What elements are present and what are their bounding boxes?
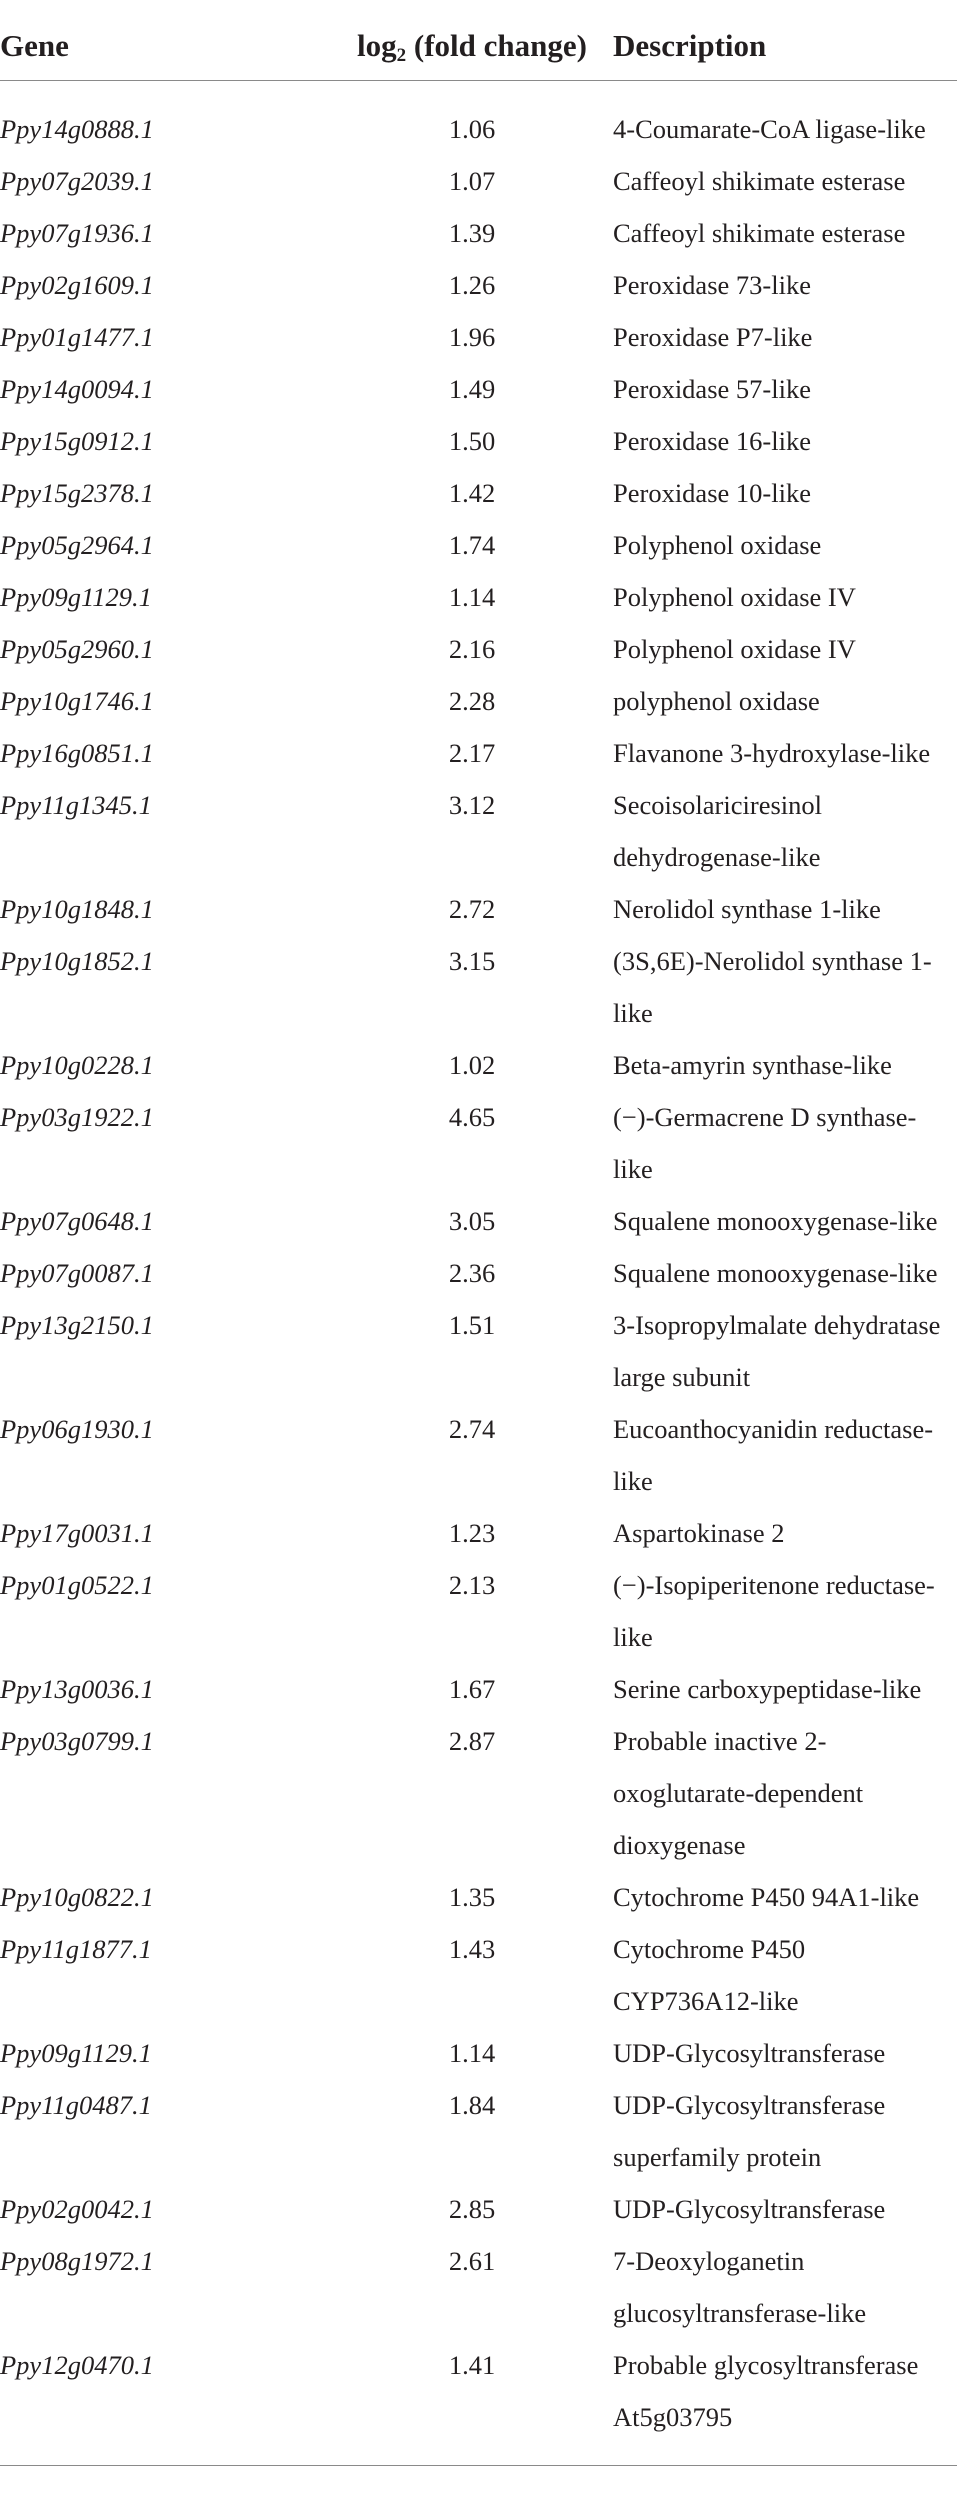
description-cell: UDP-Glycosyltransferase — [613, 2038, 886, 2068]
gene-cell: Ppy09g1129.1 — [0, 2038, 152, 2068]
gene-cell: Ppy15g2378.1 — [0, 478, 154, 508]
header-row — [0, 0, 957, 81]
fold-change-cell: 1.06 — [448, 114, 496, 144]
header-gene: Gene — [0, 0, 344, 81]
table-row — [0, 1715, 957, 1871]
description-cell: polyphenol oxidase — [613, 686, 820, 716]
fold-change-cell: 1.23 — [448, 1518, 496, 1548]
table-row — [0, 363, 957, 415]
description-cell: Peroxidase P7-like — [613, 322, 813, 352]
gene-cell: Ppy09g1129.1 — [0, 582, 152, 612]
fold-change-cell: 2.61 — [448, 2246, 496, 2276]
description-cell: 7-Deoxyloganetin glucosyltransferase-like — [613, 2246, 867, 2328]
table-row — [0, 779, 957, 883]
fold-change-cell: 1.14 — [448, 582, 496, 612]
description-cell: Serine carboxypeptidase-like — [613, 1674, 922, 1704]
fold-change-cell: 1.96 — [448, 322, 496, 352]
gene-cell: Ppy11g0487.1 — [0, 2090, 152, 2120]
gene-cell: Ppy12g0470.1 — [0, 2350, 154, 2380]
fold-change-cell: 1.51 — [448, 1310, 496, 1340]
table-bottom-rule — [0, 2465, 957, 2466]
table-row — [0, 883, 957, 935]
table-row — [0, 935, 957, 1039]
table-row — [0, 2339, 957, 2465]
table-row — [0, 1923, 957, 2027]
table-row — [0, 571, 957, 623]
gene-cell: Ppy05g2960.1 — [0, 634, 154, 664]
fold-change-cell: 2.74 — [448, 1414, 496, 1444]
description-cell: Beta-amyrin synthase-like — [613, 1050, 892, 1080]
gene-cell: Ppy16g0851.1 — [0, 738, 154, 768]
header-log2-fold-change — [344, 0, 600, 81]
table-row — [0, 467, 957, 519]
description-cell: Nerolidol synthase 1-like — [613, 894, 881, 924]
fold-change-cell: 2.16 — [448, 634, 496, 664]
fold-change-cell: 1.49 — [448, 374, 496, 404]
description-cell: 3-Isopropylmalate dehydratase large subunit — [613, 1310, 941, 1392]
description-cell: (3S,6E)-Nerolidol synthase 1-like — [613, 946, 932, 1028]
fold-change-cell: 1.84 — [448, 2090, 496, 2120]
gene-cell: Ppy05g2964.1 — [0, 530, 154, 560]
description-cell: Secoisolariciresinol dehydrogenase-like — [613, 790, 822, 872]
table-row — [0, 1299, 957, 1403]
gene-cell: Ppy03g1922.1 — [0, 1102, 154, 1132]
gene-cell: Ppy08g1972.1 — [0, 2246, 154, 2276]
fold-change-cell: 1.41 — [448, 2350, 496, 2380]
fold-change-cell: 2.28 — [448, 686, 496, 716]
fold-change-cell: 1.07 — [448, 166, 496, 196]
gene-cell: Ppy10g0228.1 — [0, 1050, 154, 1080]
gene-cell: Ppy07g1936.1 — [0, 218, 154, 248]
fold-change-cell: 1.39 — [448, 218, 496, 248]
description-cell: UDP-Glycosyltransferase — [613, 2194, 886, 2224]
description-cell: (−)-Isopiperitenone reductase-like — [613, 1570, 935, 1652]
description-cell: Polyphenol oxidase IV — [613, 634, 856, 664]
fold-change-cell: 1.26 — [448, 270, 496, 300]
table-row — [0, 155, 957, 207]
fold-change-cell: 4.65 — [448, 1102, 496, 1132]
description-cell: Peroxidase 73-like — [613, 270, 811, 300]
table-header — [0, 0, 957, 81]
table-row — [0, 415, 957, 467]
fold-change-cell: 1.43 — [448, 1934, 496, 1964]
table-row — [0, 727, 957, 779]
description-cell: Squalene monooxygenase-like — [613, 1258, 938, 1288]
gene-cell: Ppy11g1877.1 — [0, 1934, 152, 1964]
table-row — [0, 2079, 957, 2183]
header-log-subscript: 2 — [396, 45, 407, 66]
description-cell: Caffeoyl shikimate esterase — [613, 218, 906, 248]
table-row — [0, 1507, 957, 1559]
table-row — [0, 623, 957, 675]
description-cell: (−)-Germacrene D synthase-like — [613, 1102, 917, 1184]
fold-change-cell: 1.42 — [448, 478, 496, 508]
fold-change-cell: 1.74 — [448, 530, 496, 560]
header-description: Description — [600, 0, 957, 81]
description-cell: Probable glycosyltransferase At5g03795 — [613, 2350, 919, 2432]
gene-cell: Ppy02g0042.1 — [0, 2194, 154, 2224]
fold-change-cell: 3.05 — [448, 1206, 496, 1236]
table-row — [0, 2235, 957, 2339]
gene-cell: Ppy06g1930.1 — [0, 1414, 154, 1444]
gene-cell: Ppy14g0094.1 — [0, 374, 154, 404]
table-row — [0, 311, 957, 363]
description-cell: Polyphenol oxidase IV — [613, 582, 856, 612]
gene-cell: Ppy15g0912.1 — [0, 426, 154, 456]
description-cell: 4-Coumarate-CoA ligase-like — [613, 114, 926, 144]
gene-cell: Ppy17g0031.1 — [0, 1518, 154, 1548]
table-row — [0, 1559, 957, 1663]
description-cell: UDP-Glycosyltransferase superfamily protein — [613, 2090, 886, 2172]
description-cell: Eucoanthocyanidin reductase-like — [613, 1414, 934, 1496]
description-cell: Cytochrome P450 94A1-like — [613, 1882, 920, 1912]
fold-change-cell: 2.85 — [448, 2194, 496, 2224]
fold-change-cell: 1.35 — [448, 1882, 496, 1912]
table-body — [0, 81, 957, 2466]
fold-change-cell: 1.67 — [448, 1674, 496, 1704]
table-row — [0, 2027, 957, 2079]
fold-change-cell: 1.02 — [448, 1050, 496, 1080]
fold-change-cell: 2.36 — [448, 1258, 496, 1288]
gene-cell: Ppy14g0888.1 — [0, 114, 154, 144]
gene-cell: Ppy01g0522.1 — [0, 1570, 154, 1600]
table-row — [0, 2183, 957, 2235]
fold-change-cell: 3.15 — [448, 946, 496, 976]
description-cell: Polyphenol oxidase — [613, 530, 822, 560]
table-row — [0, 81, 957, 156]
table-row — [0, 1091, 957, 1195]
table-row — [0, 1871, 957, 1923]
table-row — [0, 519, 957, 571]
gene-cell: Ppy10g1848.1 — [0, 894, 154, 924]
gene-cell: Ppy11g1345.1 — [0, 790, 152, 820]
gene-cell: Ppy10g1852.1 — [0, 946, 154, 976]
gene-cell: Ppy01g1477.1 — [0, 322, 154, 352]
table-row — [0, 675, 957, 727]
description-cell: Peroxidase 16-like — [613, 426, 811, 456]
table-row — [0, 1195, 957, 1247]
description-cell: Aspartokinase 2 — [613, 1518, 785, 1548]
table-row — [0, 1663, 957, 1715]
header-log-suffix: (fold change) — [406, 28, 587, 63]
gene-cell: Ppy07g0648.1 — [0, 1206, 154, 1236]
gene-cell: Ppy10g1746.1 — [0, 686, 154, 716]
table-row — [0, 207, 957, 259]
description-cell: Cytochrome P450 CYP736A12-like — [613, 1934, 806, 2016]
table-row — [0, 1039, 957, 1091]
fold-change-cell: 1.14 — [448, 2038, 496, 2068]
table-row — [0, 259, 957, 311]
description-cell: Squalene monooxygenase-like — [613, 1206, 938, 1236]
table-row — [0, 1247, 957, 1299]
gene-cell: Ppy13g0036.1 — [0, 1674, 154, 1704]
gene-cell: Ppy13g2150.1 — [0, 1310, 154, 1340]
header-log-prefix: log — [357, 28, 397, 63]
description-cell: Probable inactive 2-oxoglutarate-dependent dioxygenase — [613, 1726, 864, 1860]
description-cell: Peroxidase 10-like — [613, 478, 811, 508]
fold-change-cell: 1.50 — [448, 426, 496, 456]
gene-cell: Ppy03g0799.1 — [0, 1726, 154, 1756]
gene-cell: Ppy07g0087.1 — [0, 1258, 154, 1288]
fold-change-cell: 2.17 — [448, 738, 496, 768]
gene-cell: Ppy07g2039.1 — [0, 166, 154, 196]
fold-change-cell: 3.12 — [448, 790, 496, 820]
description-cell: Peroxidase 57-like — [613, 374, 811, 404]
fold-change-cell: 2.13 — [448, 1570, 496, 1600]
gene-cell: Ppy10g0822.1 — [0, 1882, 154, 1912]
gene-cell: Ppy02g1609.1 — [0, 270, 154, 300]
fold-change-cell: 2.72 — [448, 894, 496, 924]
description-cell: Caffeoyl shikimate esterase — [613, 166, 906, 196]
table-row — [0, 1403, 957, 1507]
description-cell: Flavanone 3-hydroxylase-like — [613, 738, 931, 768]
fold-change-cell: 2.87 — [448, 1726, 496, 1756]
